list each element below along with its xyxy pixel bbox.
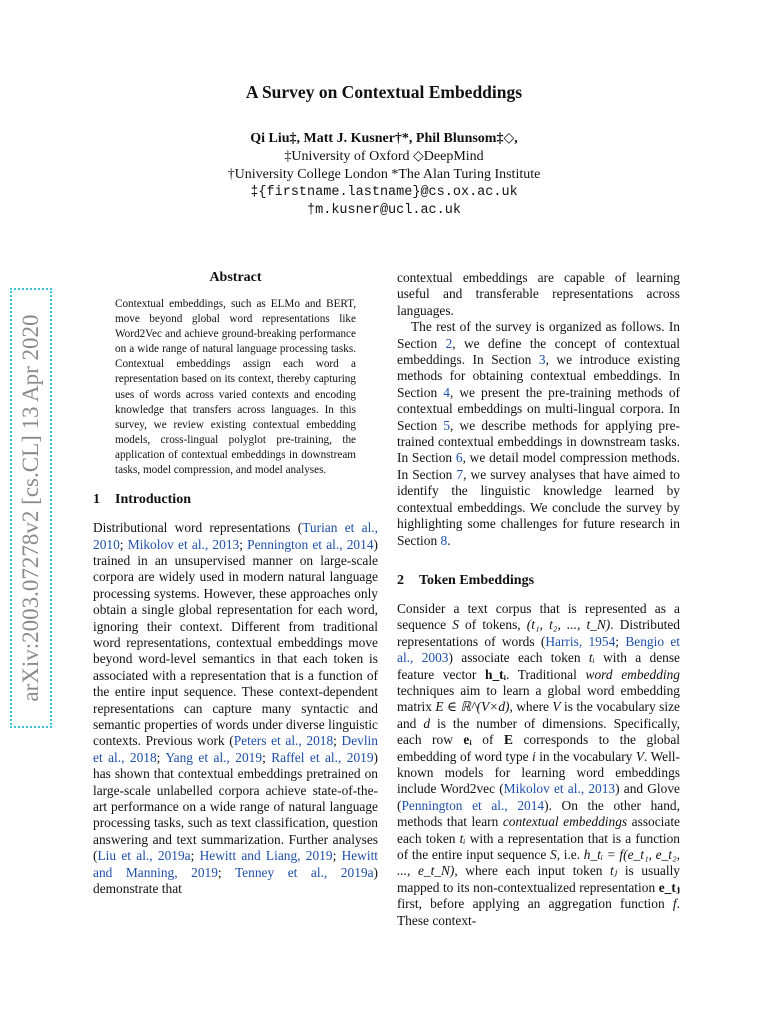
text-run: The rest of the survey is organized as follows. In Section [397, 319, 680, 351]
math-symbol: S [550, 847, 557, 862]
math-symbol: S [452, 617, 459, 633]
text-run: , we survey analyses that have aimed to identify the linguistic knowledge learned by contextual embeddings. We conclude the survey by highlighting some challenges for future research in Section [397, 466, 680, 548]
text-run: first, before applying an aggregation function [397, 896, 673, 912]
math-symbol: V [552, 699, 561, 715]
citation-link[interactable]: Raffel et al., 2019 [271, 749, 374, 765]
math-expression: h_tᵢ = f(e_t₁, e_t₂, ..., e_t_N) [397, 847, 680, 879]
section-link[interactable]: 6 [455, 450, 463, 466]
text-run: is the vocabulary size and [397, 699, 680, 731]
section-link[interactable]: 2 [445, 335, 453, 351]
author-block [0, 130, 768, 220]
author-names: Qi Liu‡, Matt J. Kusner†*, Phil Blunsom‡◇, [250, 131, 518, 146]
math-symbol: h_tᵢ [485, 666, 506, 682]
citation-link[interactable]: Harris, 1954 [545, 633, 616, 649]
citation-link[interactable]: Devlin et al., 2018 [93, 733, 378, 765]
text-run: ; [615, 633, 626, 649]
text-run: , i.e. [556, 847, 584, 862]
citation-link[interactable]: Pennington et al., 2014 [247, 536, 374, 552]
math-symbol: tⱼ [610, 863, 618, 879]
text-run: is the number of dimensions. Specifically, each row [397, 715, 680, 748]
section-link[interactable]: 5 [443, 417, 451, 433]
text-run: with a dense feature vector [397, 650, 680, 682]
intro-paragraph [93, 520, 378, 897]
math-symbol: eᵢ [463, 732, 472, 748]
text-run: Consider a text corpus that is represented as a sequence [397, 600, 680, 633]
text-run: . [447, 532, 451, 548]
math-symbol: i [532, 748, 536, 764]
text-run: Distributional word representations ( [93, 520, 303, 536]
text-run: ; [190, 848, 200, 864]
section-1-heading [93, 492, 378, 508]
email-1: ‡{firstname.lastname}@cs.ox.ac.uk [250, 185, 518, 200]
right-column [397, 270, 680, 929]
section-2-heading [397, 573, 680, 589]
emphasis: word embedding [585, 666, 680, 682]
text-run: , where each input token [454, 863, 611, 879]
text-run: ; [239, 536, 248, 552]
math-symbol: tᵢ [588, 650, 595, 666]
section-title: Token Embeddings [419, 572, 535, 588]
emphasis: contextual embeddings [502, 814, 628, 830]
arxiv-id: arXiv:2003.07278v2 [cs.CL] 13 Apr 2020 [18, 314, 43, 702]
citation-link[interactable]: Pennington et al., 2014 [401, 797, 545, 813]
citation-link[interactable]: Mikolov et al., 2013 [127, 536, 240, 552]
citation-link[interactable]: Turian et al., 2010 [93, 520, 378, 552]
citation-link[interactable]: Hewitt and Manning, 2019 [93, 848, 379, 880]
citation-link[interactable]: Hewitt and Liang, 2019 [199, 848, 333, 864]
text-run: ) has shown that contextual embeddings pretrained on large-scale unlabelled corpora achieve state-of-the-art performance on a wide range of natural language processing tasks, such as text classification, question answering and text summarization. Further analyses ( [93, 749, 379, 864]
math-expression: E ∈ ℝ^(V×d) [435, 699, 510, 715]
math-symbol: E [503, 732, 513, 748]
text-run: of tokens, [458, 617, 527, 633]
text-run: ; [156, 749, 166, 765]
text-run: techniques aim to learn a global word embedding matrix [397, 682, 680, 715]
text-run: with a representation that is a function of the entire input sequence [397, 830, 680, 862]
text-run: ; [333, 733, 342, 749]
section-link[interactable]: 8 [440, 532, 448, 548]
text-run: ) associate each token [448, 650, 589, 666]
text-run: , we present the pre-training methods of contextual embeddings on multi-lingual corpora. In Section [397, 384, 681, 433]
affiliation-1: ‡University of Oxford ◇DeepMind [284, 149, 484, 164]
text-run: , we define the concept of contextual embeddings. In Section [397, 335, 680, 368]
section-link[interactable]: 4 [443, 384, 450, 400]
citation-link[interactable]: Peters et al., 2018 [233, 733, 334, 749]
email-2: †m.kusner@ucl.ac.uk [307, 203, 461, 218]
abstract-text: Contextual embeddings, such as ELMo and BERT, move beyond global word representations like Word2Vec and achieve ground-breaking performance on a wide range of natural language processing tasks. Contextual embeddings assign each word a representation based on its context, thereby capturing uses of words across varied contexts and encoding knowledge that transfers across languages. In this survey, we review existing contextual embedding models, cross-lingual polyglot pre-training, the application of contextual embeddings in downstream tasks, model compression, and model analyses. [115, 298, 356, 477]
citation-link[interactable]: Mikolov et al., 2013 [503, 781, 616, 797]
math-symbol: V [635, 748, 645, 764]
text-run: ; [262, 749, 272, 765]
section-link[interactable]: 3 [538, 352, 546, 368]
text-run: ) and Glove ( [397, 781, 680, 813]
citation-link[interactable]: Yang et al., 2019 [165, 749, 263, 765]
text-run: , we detail model compression methods. In Section [397, 450, 680, 482]
token-paragraph [397, 601, 680, 929]
text-run: of [471, 732, 504, 748]
math-expression: (t₁, t₂, ..., t_N) [526, 617, 611, 633]
math-symbol: tᵢ [459, 830, 466, 846]
text-run: . Distributed representations of words ( [397, 617, 680, 649]
outline-paragraph [397, 319, 680, 549]
text-run: , we introduce existing methods for obtaining contextual embeddings. In Section [397, 352, 680, 400]
citation-link[interactable]: Bengio et al., 2003 [397, 633, 680, 666]
text-run: corresponds to the global embedding of word type [397, 732, 681, 764]
text-run: in the vocabulary [535, 748, 636, 764]
text-run: ; [217, 864, 235, 880]
left-column [93, 270, 378, 897]
arxiv-stamp [10, 288, 52, 728]
text-run: . Traditional [506, 666, 586, 682]
text-run: . These context- [397, 896, 680, 928]
text-run: ) demonstrate that [93, 864, 378, 897]
section-number: 2 [397, 572, 404, 588]
citation-link[interactable]: Liu et al., 2019a [97, 848, 191, 864]
intro-continuation: contextual embeddings are capable of learning useful and transferable representations across languages. [397, 270, 680, 318]
section-number: 1 [93, 492, 100, 508]
text-run: , we describe methods for applying pre-trained contextual embeddings in downstream tasks. In Section [397, 417, 680, 466]
math-symbol: e_tⱼ [658, 879, 680, 895]
section-title: Introduction [115, 492, 191, 508]
text-run: , where [509, 699, 553, 715]
text-run: associate each token [397, 814, 680, 846]
text-run: ; [119, 536, 128, 552]
text-run: ) trained in an unsupervised manner on large-scale corpora are widely used in modern natural language processing systems. However, these approaches only obtain a single global representation for each word, ignoring their context. Different from traditional word representations, contextual embeddings move beyond word-level semantics in that each token is associated with a representation that is a function of the entire input sequence. These context-dependent representations can capture many syntactic and semantic properties of words under diverse linguistic contexts. Previous work ( [93, 536, 378, 749]
math-symbol: d [423, 715, 431, 731]
abstract-heading: Abstract [209, 270, 262, 285]
text-run: ). On the other hand, methods that learn [397, 797, 680, 830]
text-run: is usually mapped to its non-contextualized representation [397, 863, 680, 895]
citation-link[interactable]: Tenney et al., 2019a [234, 864, 374, 880]
affiliation-2: †University College London *The Alan Turing Institute [227, 167, 541, 182]
section-link[interactable]: 7 [456, 466, 464, 482]
math-symbol: f [672, 896, 677, 912]
text-run: . Well-known models for learning word embeddings include Word2vec ( [397, 748, 680, 797]
paper-title: A Survey on Contextual Embeddings [245, 82, 523, 102]
text-run: ; [332, 848, 342, 864]
